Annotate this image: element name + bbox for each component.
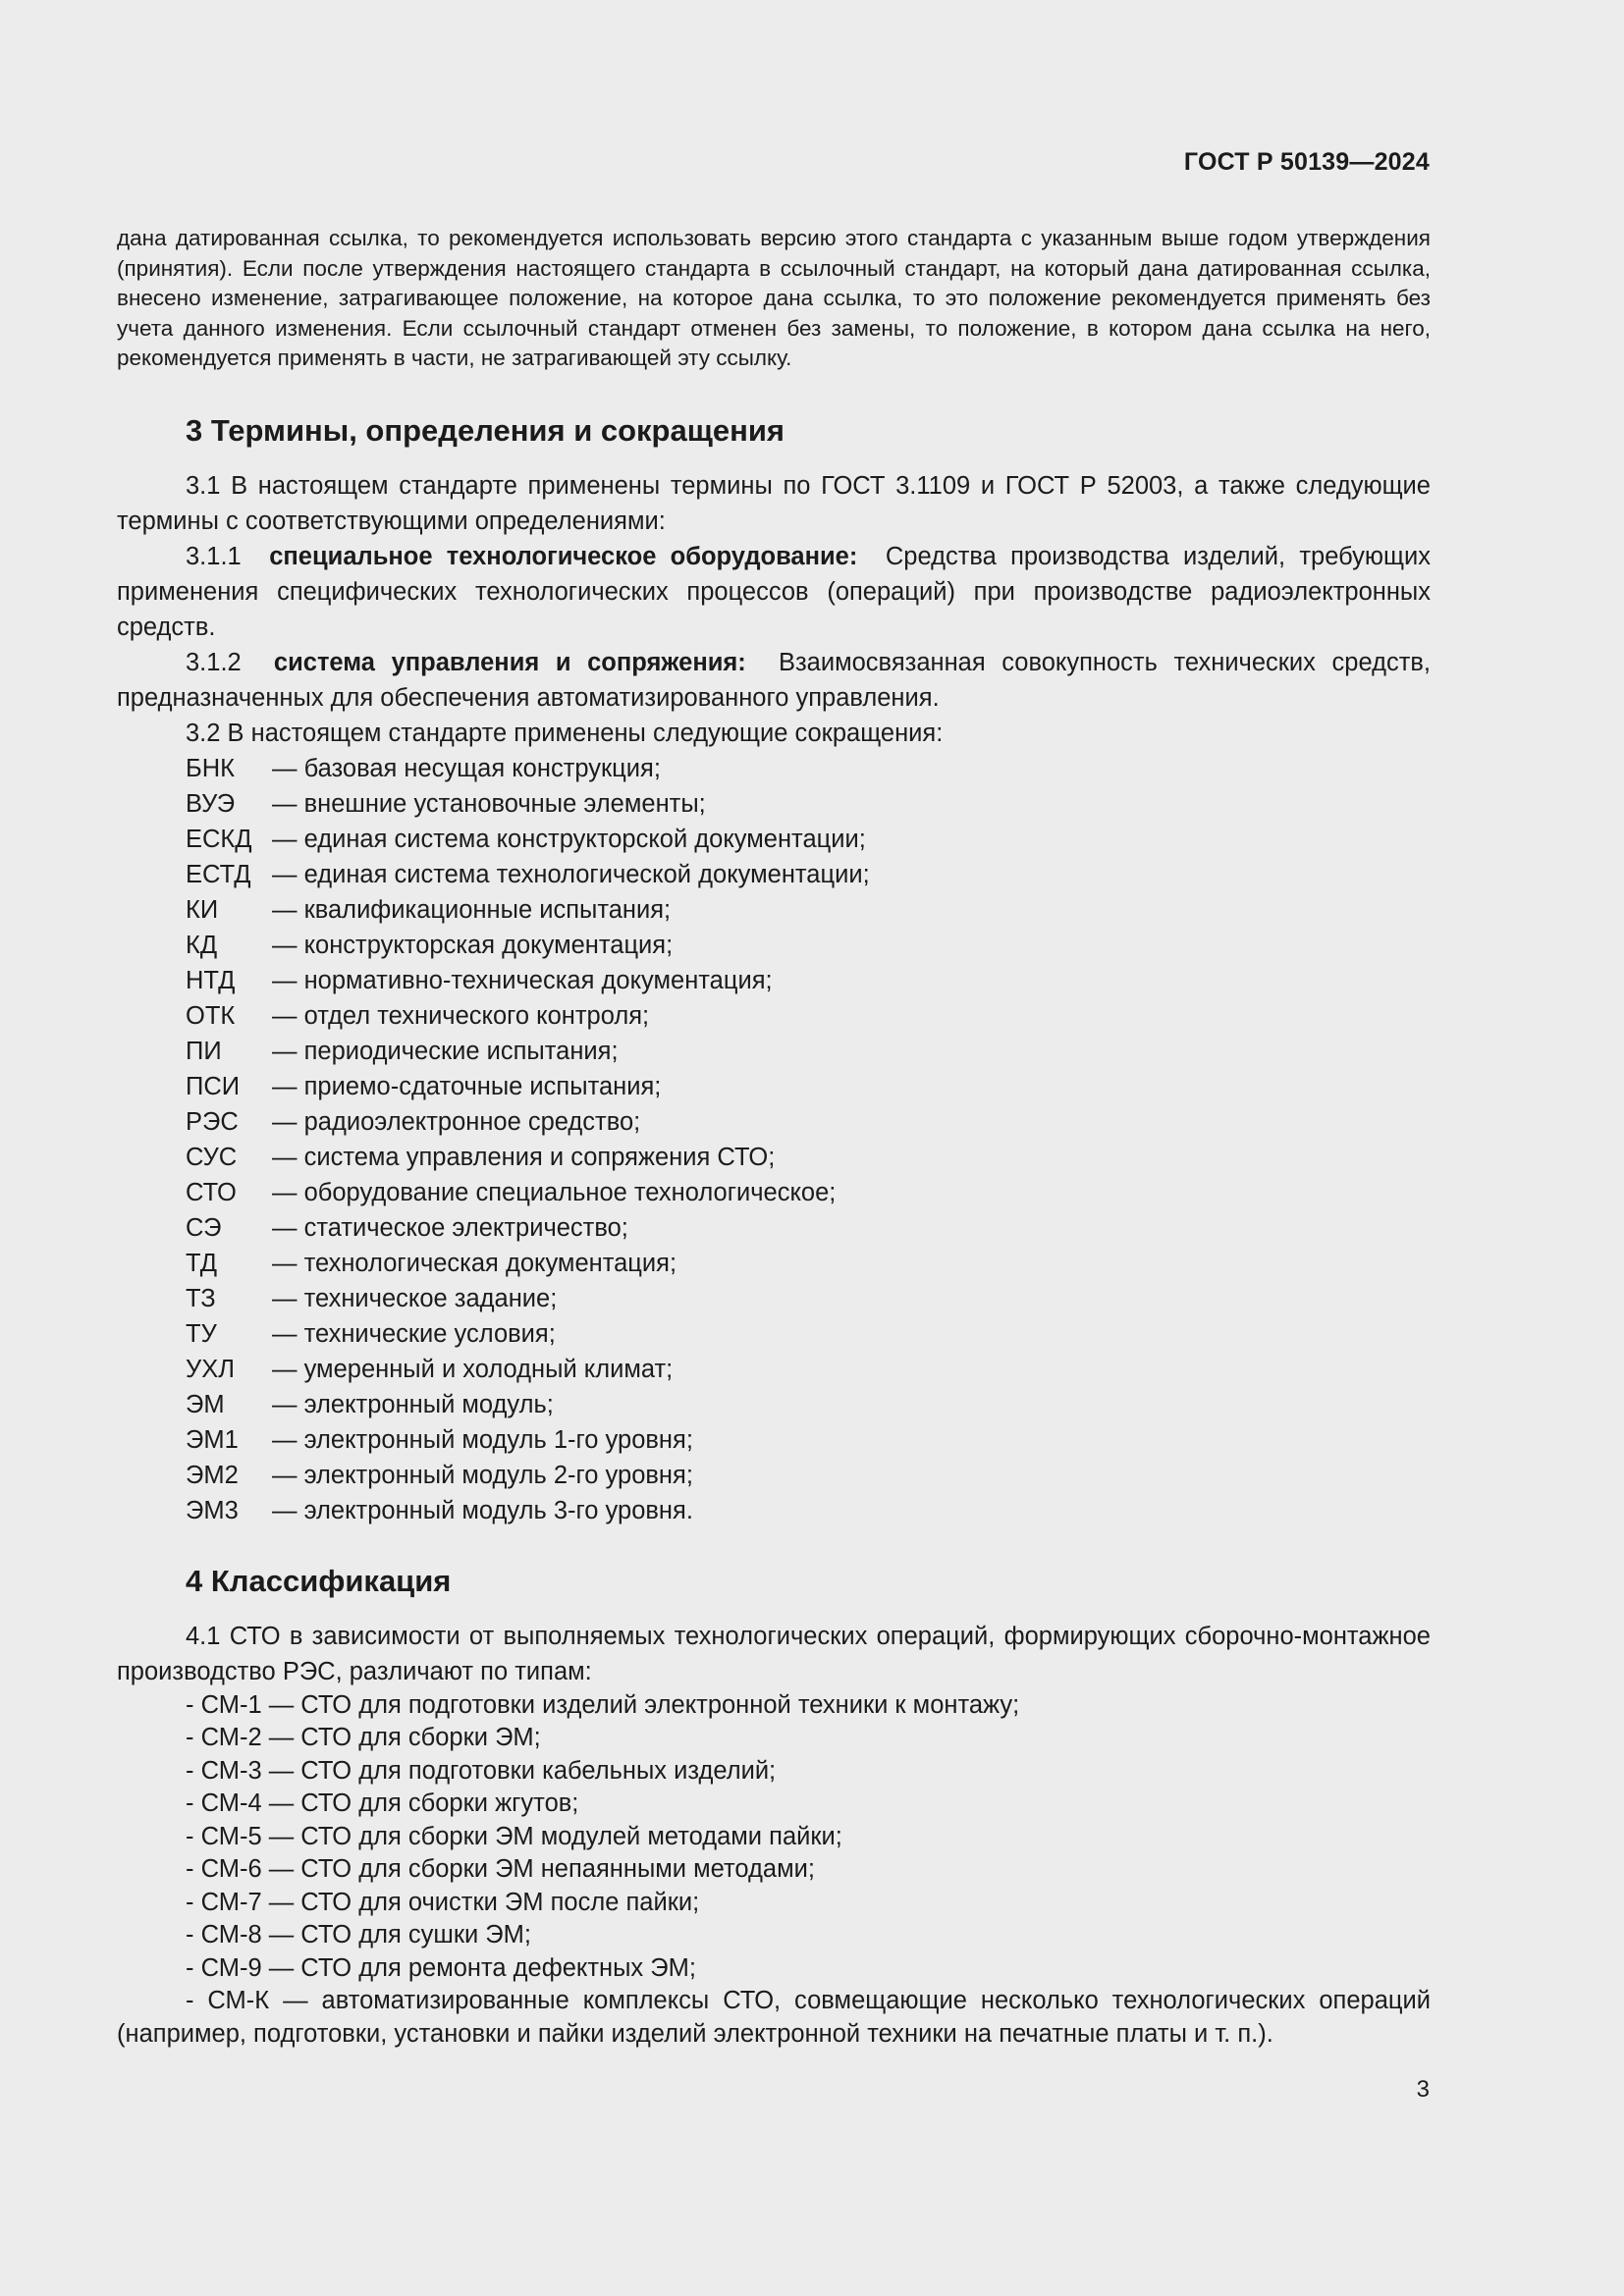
abbreviation-code: СТО: [186, 1178, 237, 1206]
abbreviation-code: УХЛ: [186, 1355, 235, 1383]
type-list-item: - СМ-1 — СТО для подготовки изделий электронной техники к монтажу;: [186, 1690, 1020, 1719]
type-list-item: - СМ-9 — СТО для ремонта дефектных ЭМ;: [186, 1953, 696, 1982]
type-list-item: - СМ-2 — СТО для сборки ЭМ;: [186, 1724, 541, 1751]
abbreviation-text: — система управления и сопряжения СТО;: [272, 1143, 776, 1171]
abbreviation-code: ТД: [186, 1249, 217, 1277]
abbreviation-text: — приемо-сдаточные испытания;: [272, 1072, 662, 1100]
abbreviation-code: СУС: [186, 1143, 238, 1171]
type-list-item: - СМ-7 — СТО для очистки ЭМ после пайки;: [186, 1888, 700, 1916]
abbreviation-code: ЭМ2: [186, 1461, 239, 1489]
paragraph-4-1: 4.1 СТО в зависимости от выполняемых технологических операций, формирующих сборочно-монтажное производство РЭС, различают по типам:: [117, 1622, 1431, 1685]
abbreviation-item: [186, 751, 1431, 786]
abbreviation-list: [186, 751, 1431, 1528]
document-id-header: ГОСТ Р 50139—2024: [1183, 148, 1430, 176]
abbreviation-code: ЕСКД: [186, 825, 252, 853]
abbreviation-code: КИ: [186, 895, 219, 924]
abbreviation-code: ЭМ3: [186, 1496, 239, 1524]
abbreviation-text: — конструкторская документация;: [272, 931, 674, 959]
term-3-1-2: [117, 645, 1431, 716]
term-number: 3.1.1: [186, 542, 242, 570]
abbreviation-text: — базовая несущая конструкция;: [272, 754, 661, 782]
type-list-item: - СМ-4 — СТО для сборки жгутов;: [186, 1789, 579, 1817]
abbreviation-text: — электронный модуль 2-го уровня;: [272, 1461, 693, 1489]
abbreviation-text: — электронный модуль 1-го уровня;: [272, 1425, 693, 1454]
term-definition: Взаимосвязанная совокупность технических средств, предназначенных для обеспечения автоматизированного управления.: [117, 648, 1432, 712]
abbreviation-item: [186, 1493, 1431, 1528]
abbreviation-text: — внешние установочные элементы;: [272, 789, 706, 818]
abbreviation-item: [186, 963, 1431, 998]
abbreviation-item: [186, 1246, 1431, 1281]
abbreviation-code: БНК: [186, 754, 236, 782]
abbreviation-text: — квалификационные испытания;: [272, 895, 672, 924]
abbreviation-item: [186, 1069, 1431, 1104]
abbreviation-text: — техническое задание;: [272, 1284, 558, 1312]
abbreviation-text: — отдел технического контроля;: [272, 1001, 650, 1030]
intro-paragraph: дана датированная ссылка, то рекомендуется использовать версию этого стандарта с указанным выше годом утверждения (принятия). Если после утверждения настоящего стандарта в ссылочный стандарт, на который дана датированная ссылка, внесено изменение, затрагивающее положение, на которое дана ссылка, то это положение рекомендуется применять без учета данного изменения. Если ссылочный стандарт отменен без замены, то положение, в котором дана ссылка на него, рекомендуется применять в части, не затрагивающей эту ссылку.: [117, 226, 1431, 370]
abbreviation-code: НТД: [186, 966, 236, 994]
abbreviation-code: ТУ: [186, 1319, 217, 1348]
term-3-1-1: [117, 539, 1431, 645]
type-list-item: - СМ-5 — СТО для сборки ЭМ модулей методами пайки;: [186, 1822, 842, 1850]
type-list-item-cm-k: - СМ-К — автоматизированные комплексы СТО, совмещающие несколько технологических операций (например, подготовки, установки и пайки изделий электронной техники на печатные платы и т. п.).: [117, 1987, 1431, 2048]
term-name: специальное технологическое оборудование:: [269, 542, 858, 570]
section-4-title: 4 Классификация: [186, 1563, 452, 1598]
type-list-item: - СМ-6 — СТО для сборки ЭМ непаянными методами;: [186, 1855, 815, 1883]
term-number: 3.1.2: [186, 648, 242, 676]
abbreviation-text: — единая система конструкторской документации;: [272, 825, 866, 853]
abbreviation-item: [186, 928, 1431, 963]
abbreviation-item: [186, 822, 1431, 857]
abbreviation-code: ТЗ: [186, 1284, 216, 1312]
paragraph-3-1: 3.1 В настоящем стандарте применены термины по ГОСТ 3.1109 и ГОСТ Р 52003, а также следующие термины с соответствующими определениями:: [117, 471, 1431, 535]
abbreviation-item: [186, 1175, 1431, 1210]
abbreviation-text: — технологическая документация;: [272, 1249, 677, 1277]
abbreviation-code: ПСИ: [186, 1072, 241, 1100]
section-3-title: 3 Термины, определения и сокращения: [186, 412, 785, 448]
abbreviation-item: [186, 1281, 1431, 1316]
page-content: [117, 224, 1431, 2051]
abbreviation-text: — оборудование специальное технологическое;: [272, 1178, 837, 1206]
abbreviation-item: [186, 857, 1431, 892]
abbreviation-text: — периодические испытания;: [272, 1037, 619, 1065]
abbreviation-code: ВУЭ: [186, 789, 236, 818]
abbreviation-code: ЭМ1: [186, 1425, 239, 1454]
abbreviation-text: — статическое электричество;: [272, 1213, 628, 1242]
type-list: [117, 1689, 1431, 1986]
abbreviation-code: РЭС: [186, 1107, 239, 1136]
abbreviation-code: ПИ: [186, 1037, 222, 1065]
abbreviation-item: [186, 892, 1431, 928]
abbreviation-text: — единая система технологической документации;: [272, 860, 870, 888]
abbreviation-text: — радиоэлектронное средство;: [272, 1107, 641, 1136]
abbreviation-item: [186, 1210, 1431, 1246]
page-number: 3: [1416, 2076, 1430, 2103]
abbreviation-code: КД: [186, 931, 218, 959]
abbreviation-item: [186, 1104, 1431, 1140]
type-list-item: - СМ-8 — СТО для сушки ЭМ;: [186, 1921, 531, 1949]
term-name: система управления и сопряжения:: [273, 648, 746, 676]
abbreviation-item: [186, 786, 1431, 822]
abbreviation-item: [186, 1140, 1431, 1175]
abbreviation-code: ЕСТД: [186, 860, 251, 888]
term-definition: Средства производства изделий, требующих применения специфических технологических процессов (операций) при производстве радиоэлектронных средств.: [117, 542, 1431, 641]
abbreviation-text: — технические условия;: [272, 1319, 556, 1348]
paragraph-3-2: 3.2 В настоящем стандарте применены следующие сокращения:: [186, 719, 944, 747]
abbreviation-item: [186, 1352, 1431, 1387]
abbreviation-text: — электронный модуль;: [272, 1390, 554, 1418]
abbreviation-code: СЭ: [186, 1213, 222, 1242]
abbreviation-item: [186, 1458, 1431, 1493]
abbreviation-text: — умеренный и холодный климат;: [272, 1355, 674, 1383]
abbreviation-item: [186, 998, 1431, 1034]
abbreviation-item: [186, 1034, 1431, 1069]
abbreviation-code: ОТК: [186, 1001, 236, 1030]
abbreviation-text: — электронный модуль 3-го уровня.: [272, 1496, 693, 1524]
abbreviation-item: [186, 1422, 1431, 1458]
abbreviation-code: ЭМ: [186, 1390, 225, 1418]
abbreviation-item: [186, 1387, 1431, 1422]
type-list-item: - СМ-3 — СТО для подготовки кабельных изделий;: [186, 1756, 777, 1785]
abbreviation-item: [186, 1316, 1431, 1352]
abbreviation-text: — нормативно-техническая документация;: [272, 966, 773, 994]
